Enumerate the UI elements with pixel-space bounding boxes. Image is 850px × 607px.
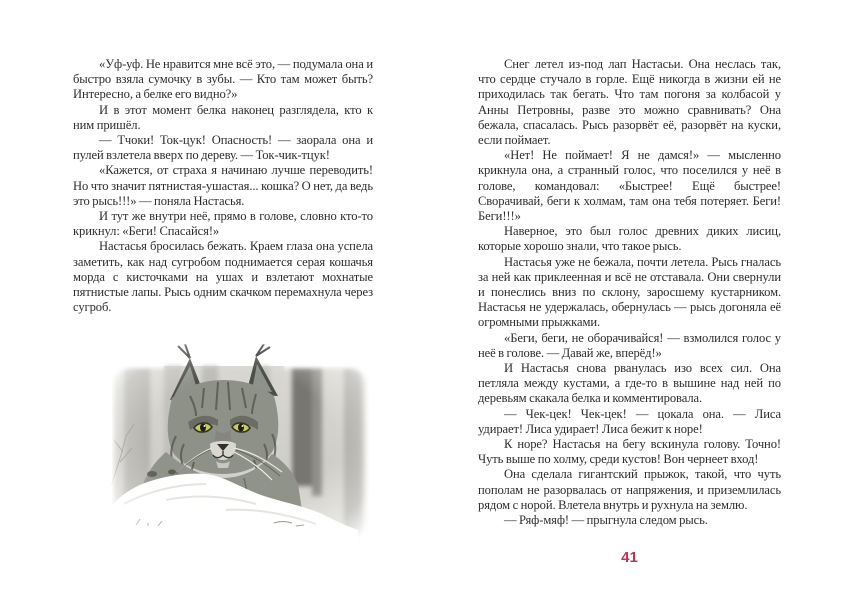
page-number: 41 (621, 549, 638, 566)
left-page-text (73, 57, 373, 315)
lynx-drawing-svg (106, 344, 378, 556)
paragraph: К норе? Настасья на бегу вскинула голову. Точно! Чуть выше по холму, среди кустов! Вон чернеет вход! (478, 437, 781, 467)
lynx-illustration (106, 344, 378, 556)
paragraph: Настасья уже не бежала, почти летела. Рысь гналась за ней как приклеенная и всё не отставала. Они свернули и понеслись вниз по склону, заросшему кустарником. Настасья не удержалась, обернулась — рысь догоняла её огромными прыжками. (478, 254, 781, 330)
paragraph: Снег летел из-под лап Настасьи. Она неслась так, что сердце стучало в горле. Ещё никогда в жизни ей не приходилась так бегать. Что там погоня за колбасой у Анны Петровны, разве это можно сравнивать? Она бежала, спасалась. Рысь разорвёт её, разорвёт на куски, если поймает. (478, 57, 781, 148)
paragraph: Она сделала гигантский прыжок, такой, что чуть пополам не разорвалась от напряжения, и приземлилась рядом с норой. Влетела внутрь и рухнула на землю. (478, 467, 781, 512)
right-page-text (478, 57, 781, 528)
paragraph: И в этот момент белка наконец разглядела, кто к ним пришёл. (73, 102, 373, 132)
paragraph: И тут же внутри неё, прямо в голове, словно кто-то крикнул: «Беги! Спасайся!» (73, 209, 373, 239)
paragraph: «Уф-уф. Не нравится мне всё это, — подумала она и быстро взяла сумочку в зубы. — Кто там может быть? Интересно, а белке его видно?» (73, 57, 373, 102)
paragraph: — Тчоки! Ток-цук! Опасность! — заорала она и пулей взлетела вверх по дереву. — Ток-чик-тцук! (73, 133, 373, 163)
paragraph: «Кажется, от страха я начинаю лучше переводить! Но что значит пятнистая-ушастая... кошка? О нет, да ведь это рысь!!!» — поняла Настасья. (73, 163, 373, 208)
paragraph: И Настасья снова рванулась изо всех сил. Она петляла между кустами, а где-то в вышине над ней по деревьям скакала белка и комментировала. (478, 361, 781, 406)
paragraph: Настасья бросилась бежать. Краем глаза она успела заметить, как над сугробом поднимается серая кошачья морда с кисточками на ушах и взлетают мохнатые пятнистые лапы. Рысь одним скачком перемахнула через сугроб. (73, 239, 373, 315)
paragraph: Наверное, это был голос древних диких лисиц, которые хорошо знали, что такое рысь. (478, 224, 781, 254)
paragraph: — Чек-цек! Чек-цек! — цокала она. — Лиса удирает! Лиса удирает! Лиса бежит к норе! (478, 406, 781, 436)
paragraph: «Нет! Не поймает! Я не дамся!» — мысленно крикнула она, а странный голос, что поселился у неё в голове, командовал: «Быстрее! Ещё быстрее! Сворачивай, беги к холмам, там она тебя потеряет. Беги! Беги!!!» (478, 148, 781, 224)
paragraph: «Беги, беги, не оборачивайся! — взмолился голос у неё в голове. — Давай же, вперёд!» (478, 330, 781, 360)
paragraph: — Ряф-мяф! — прыгнула следом рысь. (504, 513, 708, 528)
